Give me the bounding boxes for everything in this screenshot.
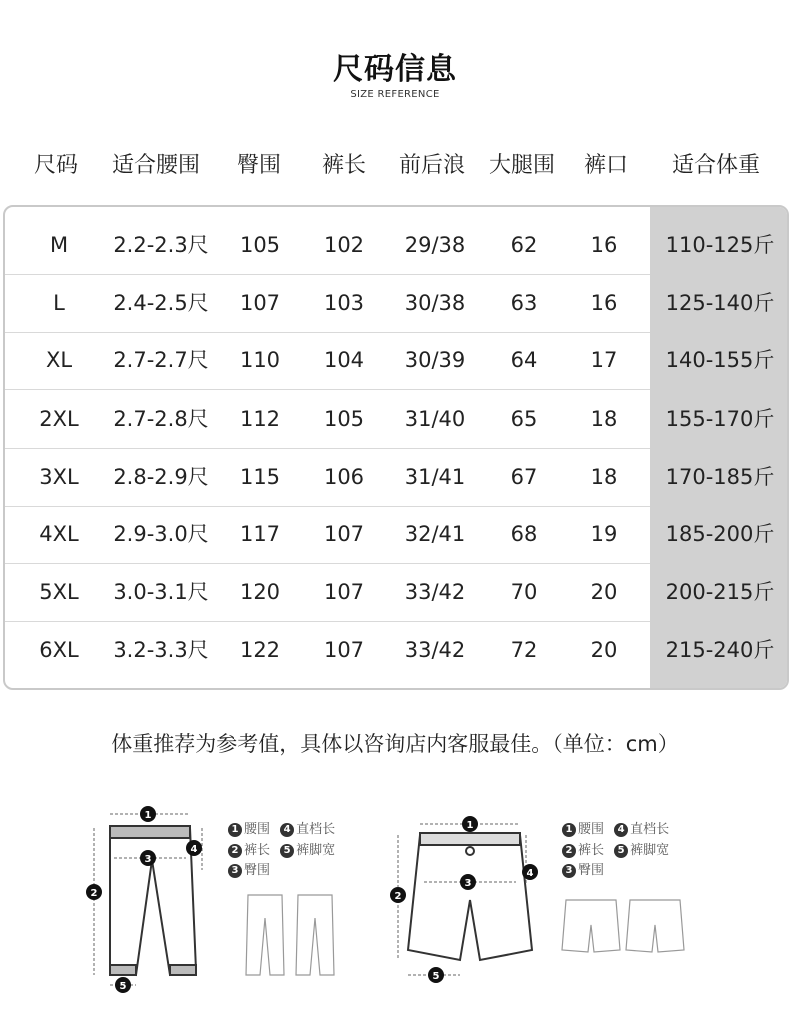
table-header [0,148,790,184]
cell-weight: 140-155斤 [665,348,775,372]
cell-weight: 155-170斤 [665,407,775,431]
table-row [5,505,787,563]
cell-thigh: 67 [510,465,538,489]
cell-weight: 125-140斤 [665,291,775,315]
marker-4: 4 [190,844,198,855]
cell-rise: 30/38 [404,291,466,315]
cell-hip: 110 [239,348,281,372]
cell-hip: 117 [239,522,281,546]
cell-size: 5XL [39,580,79,604]
cell-hem: 20 [590,580,618,604]
pants-diagram [70,800,370,1000]
marker-3: 3 [144,854,152,865]
legend-label: 裤脚宽 [630,842,670,858]
cell-length: 104 [323,348,365,372]
cell-length: 105 [323,407,365,431]
cell-size: 4XL [39,522,79,546]
cell-rise: 31/40 [404,407,466,431]
cell-thigh: 63 [510,291,538,315]
cell-size: 3XL [39,465,79,489]
cell-weight: 110-125斤 [665,233,775,257]
cell-hip: 105 [239,233,281,257]
cell-thigh: 72 [510,638,538,662]
cell-rise: 29/38 [404,233,466,257]
legend-label: 直档长 [296,822,336,837]
cell-hip: 115 [239,465,281,489]
cell-hem: 19 [590,522,618,546]
legend-num: 2 [228,844,242,858]
legend-num: 3 [228,864,242,878]
cell-thigh: 62 [510,233,538,257]
legend-num: 3 [562,864,576,878]
cell-rise: 31/41 [404,465,466,489]
cell-length: 107 [323,522,365,546]
weight-note: 体重推荐为参考值，具体以咨询店内客服最佳。（单位：cm） [111,732,679,756]
header-rise: 前后浪 [398,153,465,178]
cell-weight: 215-240斤 [665,638,775,662]
cell-size: 6XL [39,638,79,662]
marker-4: 4 [526,868,534,879]
cell-hem: 16 [590,233,618,257]
table-row [5,448,787,506]
header-size: 尺码 [33,153,78,178]
table-row [5,390,787,448]
header-hip: 臀围 [236,153,281,178]
marker-1: 1 [144,810,152,821]
marker-5: 5 [432,971,440,982]
legend-label: 裤长 [578,842,605,858]
cell-weight: 170-185斤 [665,465,775,489]
marker-2: 2 [90,888,98,899]
legend-num: 4 [280,823,294,837]
header-thigh: 大腿围 [488,153,555,178]
cell-waist: 2.4-2.5尺 [113,291,209,315]
cell-size: XL [45,348,73,372]
cell-weight: 185-200斤 [665,522,775,546]
cell-waist: 2.7-2.7尺 [113,348,209,372]
cell-waist: 2.8-2.9尺 [113,465,209,489]
table-row [5,274,787,332]
cell-hem: 18 [590,407,618,431]
cell-waist: 2.9-3.0尺 [113,522,209,546]
header-hem: 裤口 [583,153,628,178]
cell-waist: 3.0-3.1尺 [113,580,209,604]
page-title: 尺码信息 [333,52,457,87]
cell-size: M [49,233,69,257]
legend-label: 臀围 [244,863,271,878]
table-row [5,216,787,274]
legend-num: 1 [562,823,576,837]
page-subtitle: SIZE REFERENCE [350,89,440,100]
legend-num: 4 [614,823,628,837]
cell-hip: 107 [239,291,281,315]
cell-waist: 2.2-2.3尺 [113,233,209,257]
marker-3: 3 [464,878,472,889]
cell-hem: 17 [590,348,618,372]
header-waist: 适合腰围 [111,153,200,178]
cell-length: 103 [323,291,365,315]
legend-label: 腰围 [578,822,605,837]
legend-label: 裤长 [244,842,271,858]
cell-hip: 112 [239,407,281,431]
cell-hip: 122 [239,638,281,662]
cell-rise: 33/42 [404,638,466,662]
cell-weight: 200-215斤 [665,580,775,604]
legend-label: 裤脚宽 [296,842,336,858]
cell-waist: 2.7-2.8尺 [113,407,209,431]
table-row [5,621,787,679]
header-weight: 适合体重 [671,153,760,178]
legend-label: 臀围 [578,863,605,878]
cell-thigh: 70 [510,580,538,604]
cell-length: 107 [323,580,365,604]
cell-thigh: 68 [510,522,538,546]
cell-rise: 32/41 [404,522,466,546]
legend-num: 1 [228,823,242,837]
cell-thigh: 65 [510,407,538,431]
legend-num: 5 [614,844,628,858]
cell-hip: 120 [239,580,281,604]
shorts-legend [562,820,675,882]
legend-label: 腰围 [244,822,271,837]
legend-num: 2 [562,844,576,858]
cell-hem: 16 [590,291,618,315]
cell-waist: 3.2-3.3尺 [113,638,209,662]
marker-1: 1 [466,820,474,831]
legend-label: 直档长 [630,822,670,837]
legend-num: 5 [280,844,294,858]
cell-size: L [53,291,65,315]
table-row [5,331,787,389]
table-row [5,563,787,621]
cell-length: 102 [323,233,365,257]
cell-hem: 20 [590,638,618,662]
shorts-diagram [380,800,700,1000]
cell-thigh: 64 [510,348,538,372]
cell-length: 106 [323,465,365,489]
cell-length: 107 [323,638,365,662]
pants-legend [228,820,341,882]
marker-2: 2 [394,891,402,902]
cell-hem: 18 [590,465,618,489]
cell-size: 2XL [39,407,79,431]
size-table [3,205,789,690]
cell-rise: 30/39 [404,348,466,372]
marker-5: 5 [119,981,127,992]
header-length: 裤长 [321,153,366,178]
cell-rise: 33/42 [404,580,466,604]
